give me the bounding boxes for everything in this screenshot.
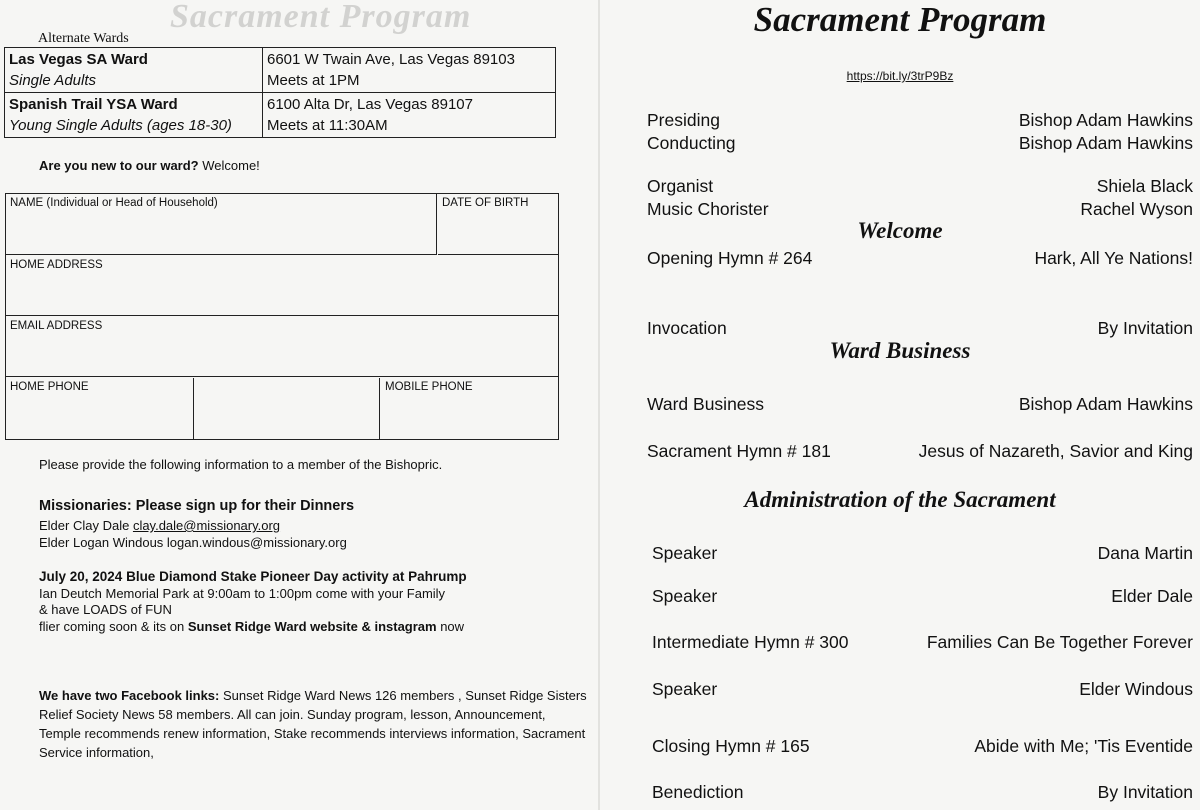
ward-name-cell	[5, 93, 263, 138]
missionary-email-link[interactable]: clay.dale@missionary.org	[132, 518, 281, 533]
missionary-name: Elder Clay Dale	[39, 518, 133, 533]
ward-address: 6100 Alta Dr, Las Vegas 89107	[267, 96, 473, 113]
home-address-label: HOME ADDRESS	[10, 259, 103, 271]
row-value: Hark, All Ye Nations!	[1034, 248, 1193, 268]
row-value: Bishop Adam Hawkins	[1018, 110, 1193, 130]
program-link-line	[600, 69, 1200, 83]
member-info-form	[5, 193, 559, 440]
name-field-label: NAME (Individual or Head of Household)	[10, 197, 218, 209]
ward-row	[5, 93, 556, 138]
alternate-wards-table	[4, 47, 556, 138]
ward-name-cell	[5, 48, 263, 93]
row-value: Jesus of Nazareth, Savior and King	[918, 441, 1193, 461]
missionaries-heading: Missionaries: Please sign up for their Dinners	[39, 498, 355, 514]
event-heading: July 20, 2024 Blue Diamond Stake Pioneer Day activity at Pahrump	[39, 569, 467, 584]
event-flier-suffix: now	[436, 619, 465, 634]
event-flier-text: flier coming soon & its on	[39, 619, 188, 634]
row-label: Speaker	[652, 586, 718, 606]
mobile-phone-label: MOBILE PHONE	[385, 381, 473, 393]
row-value: Families Can Be Together Forever	[926, 632, 1193, 652]
row-value: By Invitation	[1097, 782, 1193, 802]
facebook-heading: We have two Facebook links:	[39, 688, 220, 703]
row-label: Closing Hymn # 165	[652, 736, 810, 756]
row-value: Elder Dale	[1111, 586, 1193, 606]
event-flier-line	[39, 619, 464, 634]
new-member-question: Are you new to our ward?	[39, 158, 199, 173]
row-label: Intermediate Hymn # 300	[652, 632, 849, 652]
ward-meeting-time: Meets at 11:30AM	[267, 117, 388, 134]
sacrament-heading: Administration of the Sacrament	[744, 487, 1056, 512]
row-label: Speaker	[652, 543, 718, 563]
name-field[interactable]	[6, 194, 437, 255]
home-phone-label: HOME PHONE	[10, 381, 89, 393]
row-value: Shiela Black	[1096, 176, 1193, 196]
ward-subtitle: Single Adults	[9, 72, 96, 89]
ward-business-heading: Ward Business	[829, 338, 971, 363]
event-flier-source: Sunset Ridge Ward website & instagram	[187, 619, 437, 634]
right-page	[600, 0, 1200, 810]
missionary-name: Elder Logan Windous	[39, 535, 167, 550]
row-value: Rachel Wyson	[1080, 199, 1193, 219]
row-label: Invocation	[647, 318, 727, 338]
email-field[interactable]	[6, 317, 558, 377]
event-details: Ian Deutch Memorial Park at 9:00am to 1:00pm come with your Family	[39, 586, 446, 601]
row-label: Sacrament Hymn # 181	[647, 441, 831, 461]
bleed-through-title: Sacrament Program	[170, 0, 472, 35]
email-field-label: EMAIL ADDRESS	[10, 320, 103, 332]
row-label: Organist	[647, 176, 714, 196]
row-label: Music Chorister	[647, 199, 769, 219]
facebook-links-paragraph	[39, 686, 587, 762]
row-value: Dana Martin	[1097, 543, 1193, 563]
ward-address: 6601 W Twain Ave, Las Vegas 89103	[267, 51, 515, 68]
row-label: Conducting	[647, 133, 736, 153]
home-address-field[interactable]	[6, 256, 558, 316]
row-label: Ward Business	[647, 394, 765, 414]
alternate-wards-caption: Alternate Wards	[38, 31, 129, 46]
row-label: Opening Hymn # 264	[647, 248, 813, 268]
row-label: Presiding	[647, 110, 720, 130]
ward-row	[5, 48, 556, 93]
row-label: Speaker	[652, 679, 718, 699]
row-value: By Invitation	[1097, 318, 1193, 338]
dob-field-label: DATE OF BIRTH	[442, 197, 529, 209]
ward-name: Las Vegas SA Ward	[9, 51, 148, 68]
ward-location-cell	[263, 93, 556, 138]
ward-subtitle: Young Single Adults (ages 18-30)	[9, 117, 232, 134]
new-member-welcome	[39, 158, 260, 173]
row-value: Abide with Me; 'Tis Eventide	[974, 736, 1193, 756]
row-value: Bishop Adam Hawkins	[1018, 394, 1193, 414]
provide-info-instruction: Please provide the following information to a member of the Bishopric.	[39, 457, 443, 472]
ward-location-cell	[263, 48, 556, 93]
row-value: Elder Windous	[1079, 679, 1193, 699]
missionary-line	[39, 518, 280, 533]
mobile-phone-field[interactable]	[381, 378, 558, 439]
program-title: Sacrament Program	[753, 0, 1047, 39]
ward-meeting-time: Meets at 1PM	[267, 72, 360, 89]
dob-field[interactable]	[438, 194, 558, 255]
home-phone-extra-field[interactable]	[195, 378, 380, 439]
facebook-text: Sunset Ridge Ward News 126 members , Sunset Ridge Sisters Relief Society News 58 members. All can join. Sunday program, lesson, Announcement, Temple recommends renew information, Stake recommends interviews information, Sacrament Service information,	[39, 688, 587, 760]
row-label: Benediction	[652, 782, 744, 802]
program-link[interactable]: https://bit.ly/3trP9Bz	[846, 69, 954, 83]
welcome-heading: Welcome	[857, 218, 943, 243]
row-value: Bishop Adam Hawkins	[1018, 133, 1193, 153]
missionary-email: logan.windous@missionary.org	[166, 535, 347, 550]
welcome-text: Welcome!	[198, 158, 260, 173]
event-fun-line: & have LOADS of FUN	[39, 602, 172, 617]
missionary-line	[39, 535, 347, 550]
ward-name: Spanish Trail YSA Ward	[9, 96, 178, 113]
home-phone-field[interactable]	[6, 378, 194, 439]
